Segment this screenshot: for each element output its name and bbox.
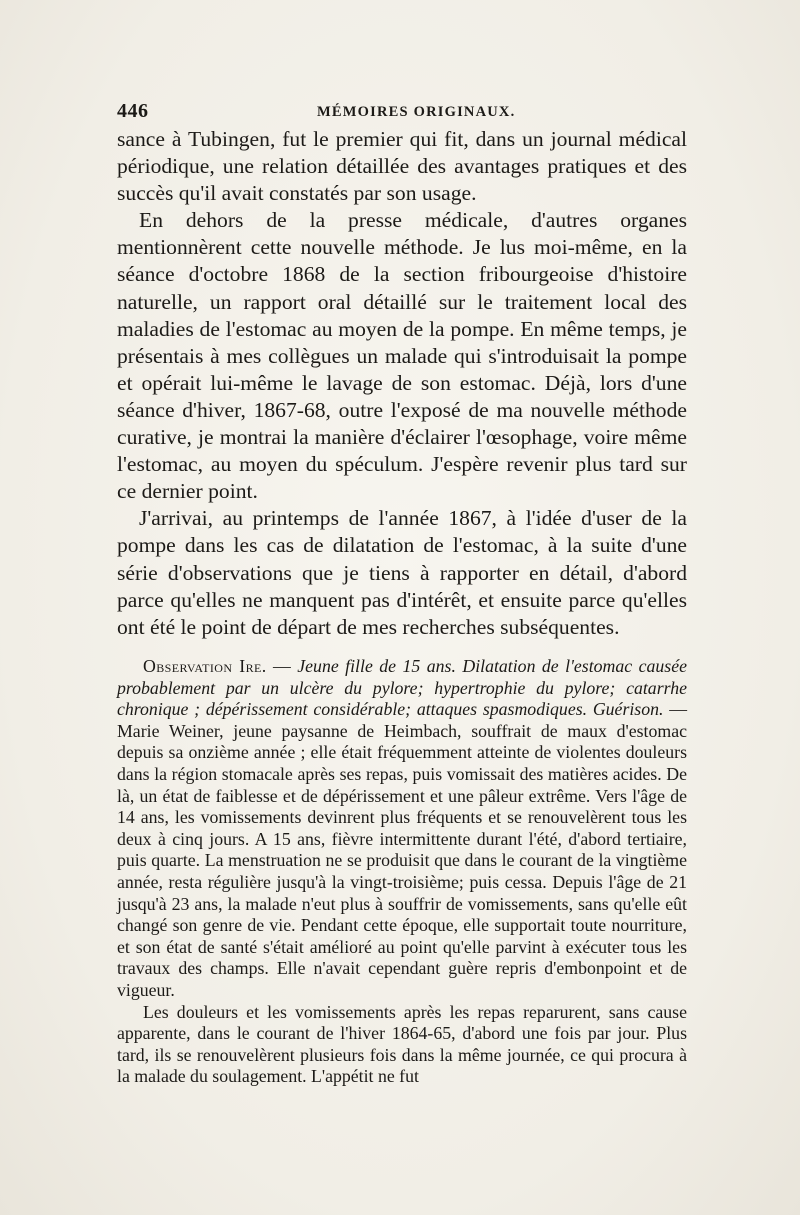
observation-continuation: Les douleurs et les vomissements après les repas reparurent, sans cause apparente, dans le courant de l'hiver 1864-65, d'abord une fois par jour. Plus tard, ils se renouvelèrent plusieurs fois dans la même journée, ce qui procura à la malade du soulagement. L'appétit ne fut [117, 1001, 687, 1087]
paragraph-continuation: sance à Tubingen, fut le premier qui fit, dans un journal médical périodique, une relation détaillée des avantages pratiques et des succès qu'il avait constatés par son usage. [117, 127, 687, 206]
observation-label: Observation Ire. [143, 656, 267, 676]
running-title: MÉMOIRES ORIGINAUX. [317, 104, 516, 120]
page-number: 446 [117, 100, 149, 122]
observation-section [117, 656, 687, 1088]
observation-paragraph [117, 656, 687, 1002]
paragraph-presse-medicale: En dehors de la presse médicale, d'autres organes mentionnèrent cette nouvelle méthode. Je lus moi-même, en la séance d'octobre 1868 de la section fribourgeoise d'histoire naturelle, un rapport oral détaillé sur le traitement local des maladies de l'estomac au moyen de la pompe. En même temps, je présentais à mes collègues un malade qui s'introduisait la pompe et opérait lui-même le lavage de son estomac. Déjà, lors d'une séance d'hiver, 1867-68, outre l'exposé de ma nouvelle méthode curative, je montrai la manière d'éclairer l'œsophage, voire même l'estomac, au moyen du spéculum. J'espère revenir plus tard sur ce dernier point. [117, 208, 687, 504]
page-header [117, 100, 687, 126]
observation-title: Jeune fille de 15 ans. Dilatation de l'estomac causée probablement par un ulcère du pylore; hypertrophie du pylore; catarrhe chronique ; dépérissement considérable; attaques spasmodiques. Guérison. [117, 656, 687, 720]
observation-dash: — [266, 656, 298, 676]
observation-text: — Marie Weiner, jeune paysanne de Heimbach, souffrait de maux d'estomac depuis sa onzième année ; elle était fréquemment atteinte de violentes douleurs dans la région stomacale après ses repas, puis vomissait des matières acides. De là, un état de faiblesse et de dépérissement et une pâleur extrême. Vers l'âge de 14 ans, les vomissements devinrent plus fréquents et se renouvelèrent tous les deux à cinq jours. A 15 ans, fièvre intermittente durant l'été, d'abord tertiaire, puis quarte. La menstruation ne se produisit que dans le courant de la vingtième année, resta régulière jusqu'à la vingt-troisième; puis cessa. Depuis l'âge de 21 jusqu'à 23 ans, la malade n'eut plus à souffrir de vomissements, sans qu'elle eût changé son genre de vie. Pendant cette époque, elle supportait toute nourriture, et son état de santé s'était amélioré au point qu'elle parvint à exécuter tous les travaux des champs. Elle n'avait cependant guère repris d'embonpoint et de vigueur. [117, 699, 687, 1000]
paragraph-pompe-dilatation: J'arrivai, au printemps de l'année 1867, à l'idée d'user de la pompe dans les cas de dilatation de l'estomac, à la suite d'une série d'observations que je tiens à rapporter en détail, d'abord parce qu'elles ne manquent pas d'intérêt, et ensuite parce qu'elles ont été le point de départ de mes recherches subséquentes. [117, 506, 687, 639]
main-text [117, 126, 687, 641]
